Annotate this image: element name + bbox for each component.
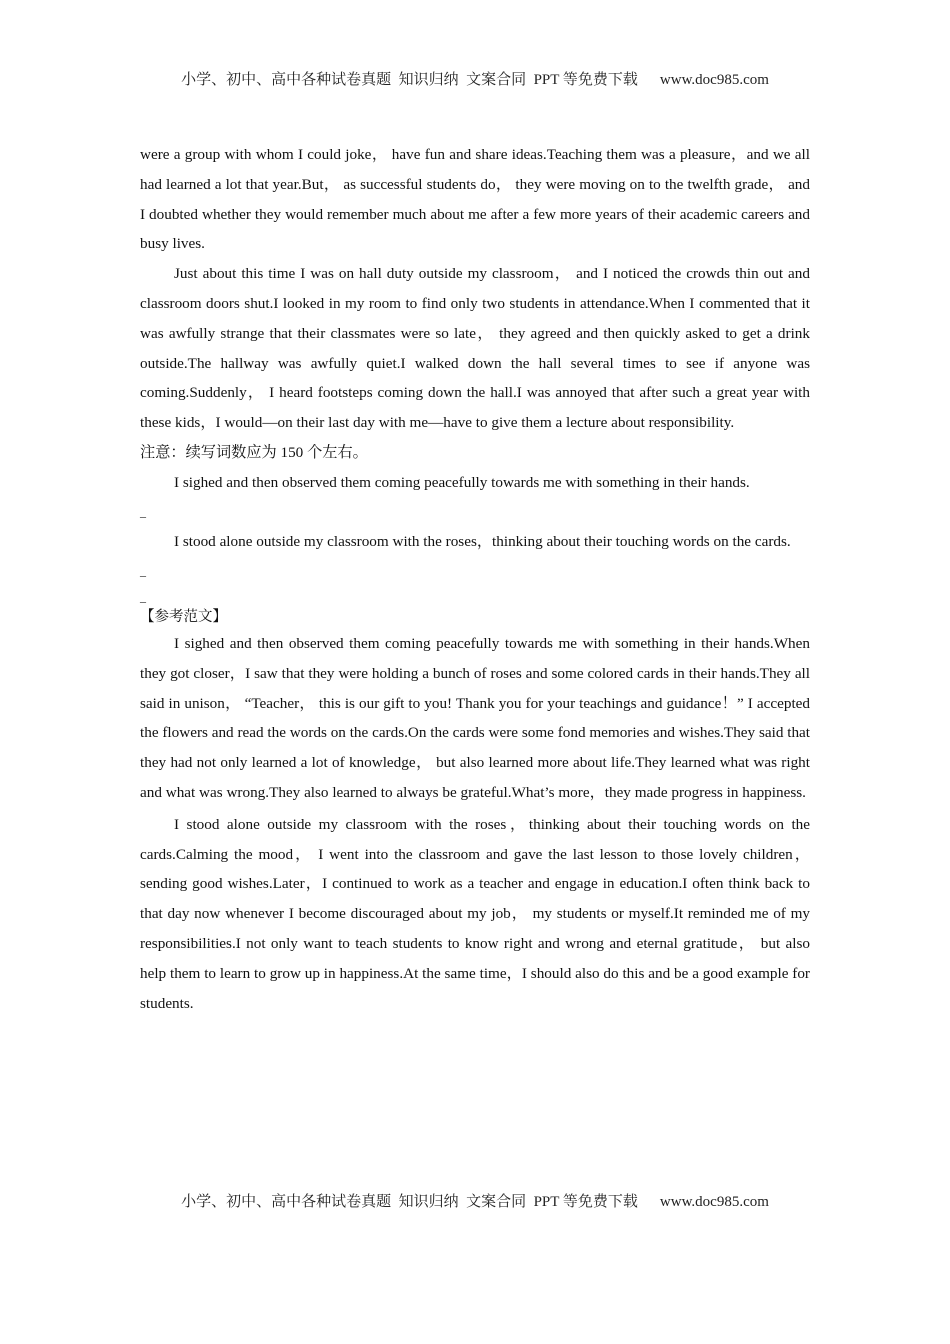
prompt-paragraph-1: I sighed and then observed them coming peacefully towards me with something in their hands. <box>174 473 750 491</box>
page-footer <box>0 1190 950 1211</box>
word-count-note: 注意：续写词数应为 150 个左右。 <box>140 443 368 461</box>
passage-paragraph-1: were a group with whom I could joke， have fun and share ideas.Teaching them was a pleasure，and we all had learned a lot that year.But， as successful students do， they were moving on to the twelfth grade， and I doubted whether they would remember much about me after a few more years of their academic careers and busy lives. <box>140 146 810 253</box>
header-text: 小学、初中、高中各种试卷真题 知识归纳 文案合同 PPT 等免费下载 <box>181 72 638 88</box>
footer-text: 小学、初中、高中各种试卷真题 知识归纳 文案合同 PPT 等免费下载 <box>181 1194 638 1210</box>
reference-paragraph-1: I sighed and then observed them coming peacefully towards me with something in their hands.When they got closer，I saw that they were holding a bunch of roses and some colored cards in their hands.They all said in unison， “Teacher， this is our gift to you! Thank you for your teachings and guidance！” I accepted the flowers and read the words on the cards.On the cards were some fond memories and wishes.They said that they had not only learned a lot of knowledge， but also learned more about life.They learned what was right and what was wrong.They also learned to always be grateful.What’s more，they made progress in happiness. <box>140 634 810 801</box>
header-site-link[interactable]: www.doc985.com <box>659 72 769 88</box>
prompt-paragraph-2: I stood alone outside my classroom with the roses，thinking about their touching words on the cards. <box>174 533 791 551</box>
document-body <box>140 140 810 1018</box>
reference-title: 【参考范文】 <box>140 608 227 625</box>
answer-blank-2: _ <box>140 564 146 579</box>
page-header <box>0 68 950 89</box>
footer-site-link[interactable]: www.doc985.com <box>659 1194 769 1210</box>
reference-paragraph-2: I stood alone outside my classroom with the roses，thinking about their touching words on the cards.Calming the mood， I went into the classroom and gave the last lesson to those lovely children，sending good wishes.Later，I continued to work as a teacher and engage in education.I often think back to that day now whenever I become discouraged about my job， my students or myself.It reminded me of my responsibilities.I not only want to teach students to know right and wrong and eternal gratitude， but also help them to learn to grow up in happiness.At the same time，I should also do this and be a good example for students. <box>140 815 810 1012</box>
passage-paragraph-2: Just about this time I was on hall duty outside my classroom， and I noticed the crowds thin out and classroom doors shut.I looked in my room to find only two students in attendance.When I commented that it was awfully strange that their classmates were so late， they agreed and then quickly asked to get a drink outside.The hallway was awfully quiet.I walked down the hall several times to see if anyone was coming.Suddenly， I heard footsteps coming down the hall.I was annoyed that after such a great year with these kids，I would—on their last day with me—have to give them a lecture about responsibility. <box>140 265 810 432</box>
answer-blank-3: _ <box>140 589 146 604</box>
answer-blank-1: _ <box>140 504 146 519</box>
